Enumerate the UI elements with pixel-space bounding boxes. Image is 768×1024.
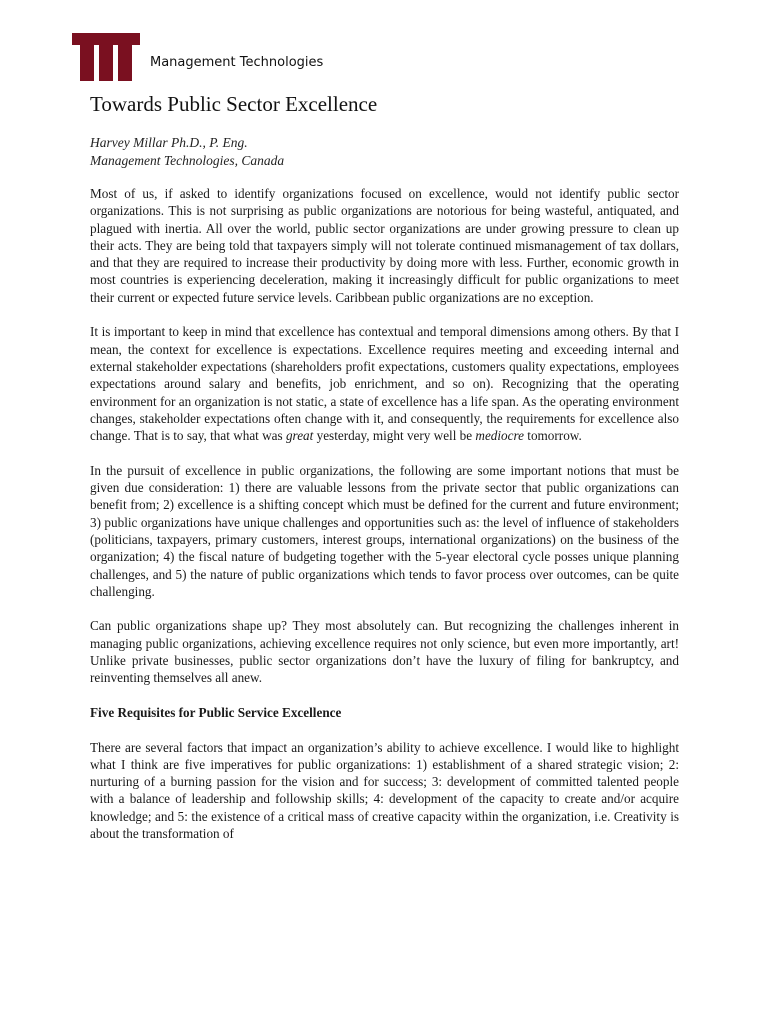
- page-title: Towards Public Sector Excellence: [90, 92, 378, 116]
- company-name: Management Technologies: [150, 55, 324, 70]
- document-body: [90, 185, 679, 860]
- paragraph-2-text-a: That is to say, that what was: [133, 428, 286, 444]
- paragraph-2-text-b: yesterday, might very well be: [313, 428, 476, 444]
- paragraph-2-text-c: tomorrow.: [524, 428, 582, 444]
- paragraph-2-last-line: [134, 428, 582, 443]
- author-name: Harvey Millar Ph.D., P. Eng.: [90, 135, 248, 150]
- paragraph-5: There are several factors that impact an organization’s ability to achieve excellence. I would like to highlight what I think are five imperatives for public organizations: 1) establishment of a shared strategic vision; 2: nurturing of a burning passion for the vision and for success; 3: development of committed talented people with a balance of leadership and followship skills; 4: development of the capacity to create and/or acquire knowledge; and 5: the existence of a critical mass of creative capacity within the organization, i.e. Creativity is about the transformation of: [90, 739, 679, 841]
- paragraph-3: In the pursuit of excellence in public organizations, the following are some important notions that must be given due consideration: 1) there are valuable lessons from the private sector that public organizations can benefit from; 2) excellence is a shifting concept which must be defined for the current and future environment; 3) public organizations have unique challenges and opportunities such as: the level of influence of stakeholders (politicians, taxpayers, primary customers, interest groups, international organizations) on the business of the organization; 4) the fiscal nature of budgeting together with the 5-year electoral cycle posses unique planning challenges, and 5) the nature of public organizations which tends to favor process over outcomes, can be quite challenging.: [90, 462, 679, 599]
- emphasis-great: great: [285, 428, 314, 444]
- ttt-logo-icon: [72, 33, 140, 81]
- paragraph-4: Can public organizations shape up? They most absolutely can. But recognizing the challenges inherent in managing public organizations, achieving excellence requires not only science, but even more importantly, art! Unlike private businesses, public sector organizations don’t have the luxury of filing for bankruptcy, and reinventing themselves all anew.: [90, 618, 679, 686]
- author-affiliation: Management Technologies, Canada: [90, 152, 285, 168]
- section-heading: Five Requisites for Public Service Excellence: [90, 704, 342, 720]
- paragraph-1: Most of us, if asked to identify organizations focused on excellence, would not identify public sector organizations. This is not surprising as public organizations are notorious for being wasteful, antiquated, and plagued with inertia. All over the world, public sector organizations are under growing pressure to clean up their acts. They are being told that taxpayers simply will not tolerate continued mismanagement of tax dollars, and that they are required to increase their productivity by doing more with less. Further, economic growth in most countries is experiencing deceleration, making it increasingly difficult for public organizations to meet their current or expected future service levels. Caribbean public organizations are no exception.: [90, 186, 679, 305]
- paragraph-2: [90, 323, 679, 444]
- paragraph-2-text: It is important to keep in mind that excellence has contextual and temporal dimensions among others. By that I mean, the context for excellence is expectations. Excellence requires meeting and exceeding internal and external stakeholder expectations (shareholders profit expectations, customers quality expectations, employees expectations around salary and benefits, job enrichment, and so on). Recognizing that the operating environment for an organization is not static, a state of excellence has a life span. As the operating environment changes, stakeholder expectations often change with it, and consequently, the requirements for excellence also change.: [90, 324, 679, 444]
- emphasis-mediocre: mediocre: [475, 428, 524, 444]
- author-block: [90, 134, 284, 169]
